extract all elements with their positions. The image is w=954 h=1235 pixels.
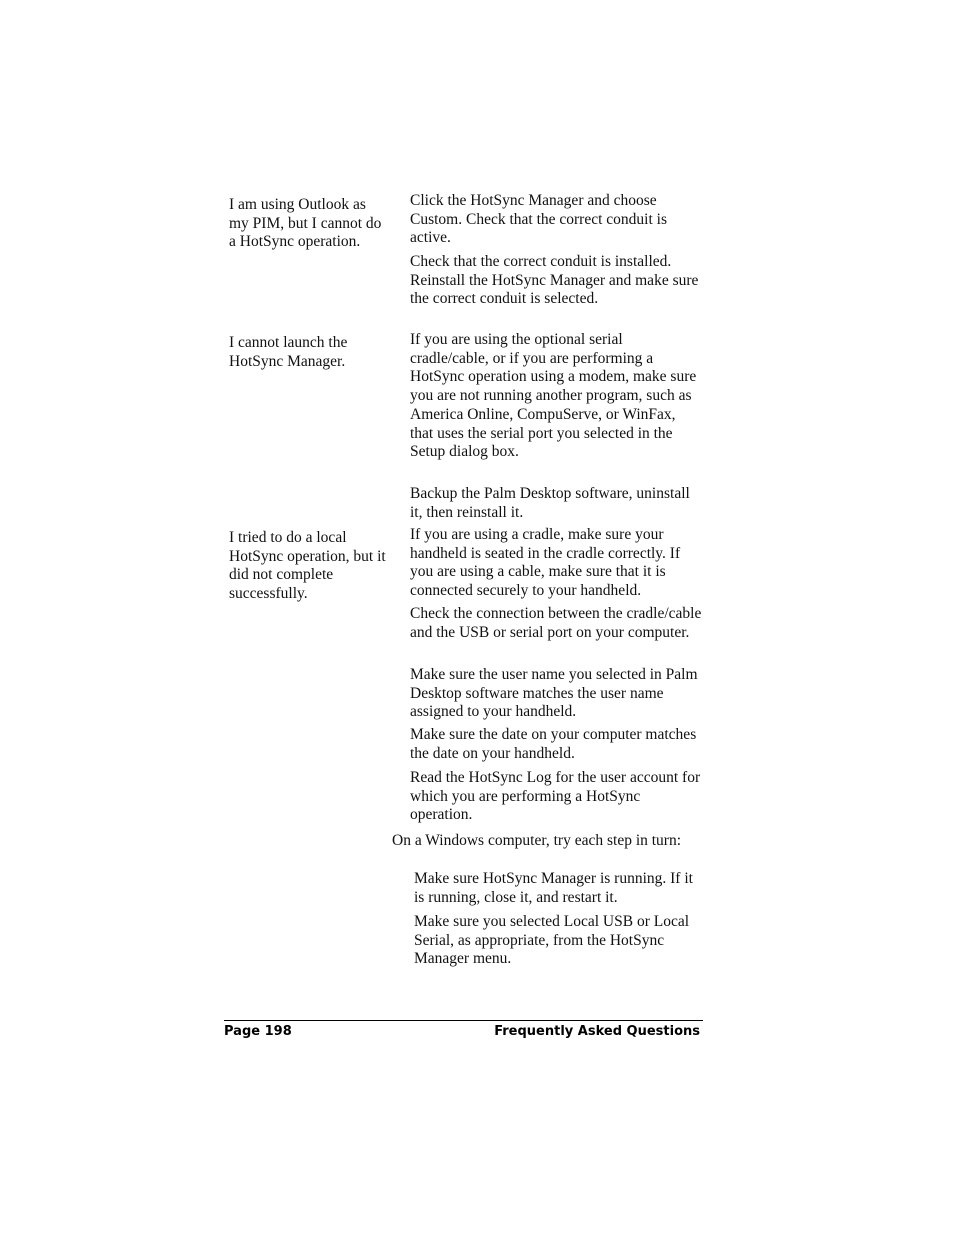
- solution-reinstall-conduit: Check that the correct conduit is installed. Reinstall the HotSync Manager and make sure the correct conduit is selected.: [410, 253, 699, 308]
- solution-check-user-name: Make sure the user name you selected in Palm Desktop software matches the user name assigned to your handheld.: [410, 666, 698, 721]
- windows-step-restart-manager: Make sure HotSync Manager is running. If it is running, close it, and restart it.: [414, 870, 693, 906]
- problem-outlook-hotsync: I am using Outlook as my PIM, but I cannot do a HotSync operation.: [229, 196, 382, 251]
- problem-cannot-launch: I cannot launch the HotSync Manager.: [229, 334, 348, 370]
- solution-choose-custom: Click the HotSync Manager and choose Custom. Check that the correct conduit is active.: [410, 192, 667, 247]
- section-title: Frequently Asked Questions: [494, 1024, 700, 1039]
- solution-read-hotsync-log: Read the HotSync Log for the user account for which you are performing a HotSync operation.: [410, 769, 701, 824]
- solution-reinstall-desktop: Backup the Palm Desktop software, uninstall it, then reinstall it.: [410, 485, 690, 521]
- solution-check-cradle-seating: If you are using a cradle, make sure your handheld is seated in the cradle correctly. If you are using a cable, make sure that it is connected securely to your handheld.: [410, 526, 681, 600]
- page-number: Page 198: [224, 1024, 292, 1039]
- solution-check-connection: Check the connection between the cradle/cable and the USB or serial port on your computer.: [410, 605, 702, 641]
- problem-local-hotsync-failed: I tried to do a local HotSync operation, but it did not complete successfully.: [229, 529, 386, 603]
- solution-close-other-programs: If you are using the optional serial cradle/cable, or if you are performing a HotSync operation using a modem, make sure you are not running another program, such as America Online, CompuServe, or WinFax, that uses the serial port you selected in the Setup dialog box.: [410, 331, 697, 461]
- solution-check-date: Make sure the date on your computer matches the date on your handheld.: [410, 726, 697, 762]
- footer-rule: [224, 1020, 703, 1021]
- windows-intro: On a Windows computer, try each step in turn:: [392, 832, 682, 849]
- windows-step-select-local: Make sure you selected Local USB or Local Serial, as appropriate, from the HotSync Manager menu.: [414, 913, 690, 968]
